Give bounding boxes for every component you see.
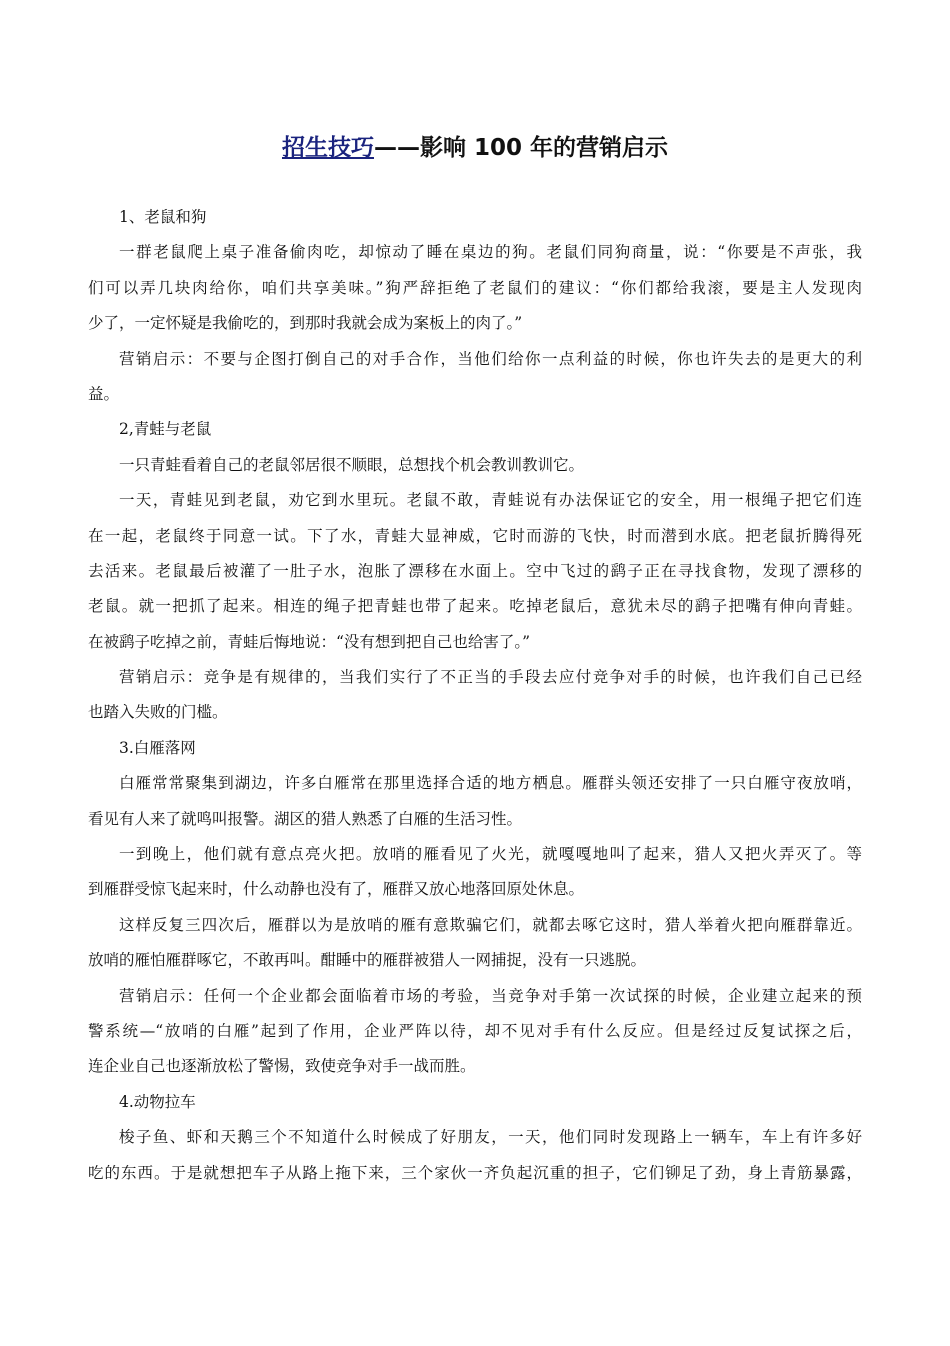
text-line: 一只青蛙看着自己的老鼠邻居很不顺眼，总想找个机会教训教训它。 [119,455,585,474]
text-line: 吃的东西。于是就想把车子从路上拖下来，三个家伙一齐负起沉重的担子，它们铆足了劲，身上青筋暴露， [88,1163,862,1182]
text-line: 梭子鱼、虾和天鹅三个不知道什么时候成了好朋友，一天，他们同时发现路上一辆车，车上有许多好 [119,1128,862,1147]
text-line: 连企业自己也逐渐放松了警惕，致使竞争对手一战而胜。 [88,1057,476,1076]
text-line: 们可以弄几块肉给你，咱们共享美味。”狗严辞拒绝了老鼠们的建议：“你们都给我滚，要是主人发现肉 [88,278,862,297]
text-line: 一到晚上，他们就有意点亮火把。放哨的雁看见了火光，就嘎嘎地叫了起来，猎人又把火弄灭了。等 [119,845,862,864]
text-line: 营销启示：竞争是有规律的，当我们实行了不正当的手段去应付竞争对手的时候，也许我们自己已经 [119,668,862,687]
text-line: 也踏入失败的门槛。 [88,703,228,722]
text-line: 到雁群受惊飞起来时，什么动静也没有了，雁群又放心地落回原处休息。 [88,880,585,899]
text-line: 4.动物拉车 [119,1092,196,1111]
text-line: 在一起，老鼠终于同意一试。下了水，青蛙大显神威，它时而游的飞快，时而潜到水底。把老鼠折腾得死 [88,526,862,545]
text-line: 一群老鼠爬上桌子准备偷肉吃，却惊动了睡在桌边的狗。老鼠们同狗商量，说：“你要是不声张，我 [119,243,862,262]
text-line: 这样反复三四次后，雁群以为是放哨的雁有意欺骗它们，就都去啄它这时，猎人举着火把向雁群靠近。 [119,915,862,934]
text-line: 去活来。老鼠最后被灌了一肚子水，泡胀了漂移在水面上。空中飞过的鹞子正在寻找食物，发现了漂移的 [88,561,862,580]
title-text: ——影响 100 年的营销启示 [373,135,669,161]
text-line: 老鼠。就一把抓了起来。相连的绳子把青蛙也带了起来。吃掉老鼠后，意犹未尽的鹞子把嘴有伸向青蛙。 [88,597,862,616]
text-line: 警系统—“放哨的白雁”起到了作用，企业严阵以待，却不见对手有什么反应。但是经过反复试探之后， [88,1021,862,1040]
text-line: 1、老鼠和狗 [119,208,207,226]
document-body [88,200,862,1191]
page-title [0,130,950,166]
text-line: 在被鹞子吃掉之前，青蛙后悔地说：“没有想到把自己也给害了。” [88,632,531,651]
text-line: 营销启示：任何一个企业都会面临着市场的考验，当竞争对手第一次试探的时候，企业建立起来的预 [119,986,862,1005]
text-line: 3.白雁落网 [119,738,196,757]
title-link[interactable]: 招生技巧 [281,135,374,161]
text-line: 一天，青蛙见到老鼠，劝它到水里玩。老鼠不敢，青蛙说有办法保证它的安全，用一根绳子把它们连 [119,491,862,510]
text-line: 白雁常常聚集到湖边，许多白雁常在那里选择合适的地方栖息。雁群头领还安排了一只白雁守夜放哨， [119,774,862,793]
text-line: 放哨的雁怕雁群啄它，不敢再叫。酣睡中的雁群被猎人一网捕捉，没有一只逃脱。 [88,951,647,970]
text-line: 益。 [88,384,120,403]
text-line: 少了，一定怀疑是我偷吃的，到那时我就会成为案板上的肉了。” [88,314,523,333]
text-line: 2,青蛙与老鼠 [119,420,212,439]
text-line: 营销启示：不要与企图打倒自己的对手合作，当他们给你一点利益的时候，你也许失去的是更大的利 [119,349,862,368]
text-line: 看见有人来了就鸣叫报警。湖区的猎人熟悉了白雁的生活习性。 [88,809,523,828]
